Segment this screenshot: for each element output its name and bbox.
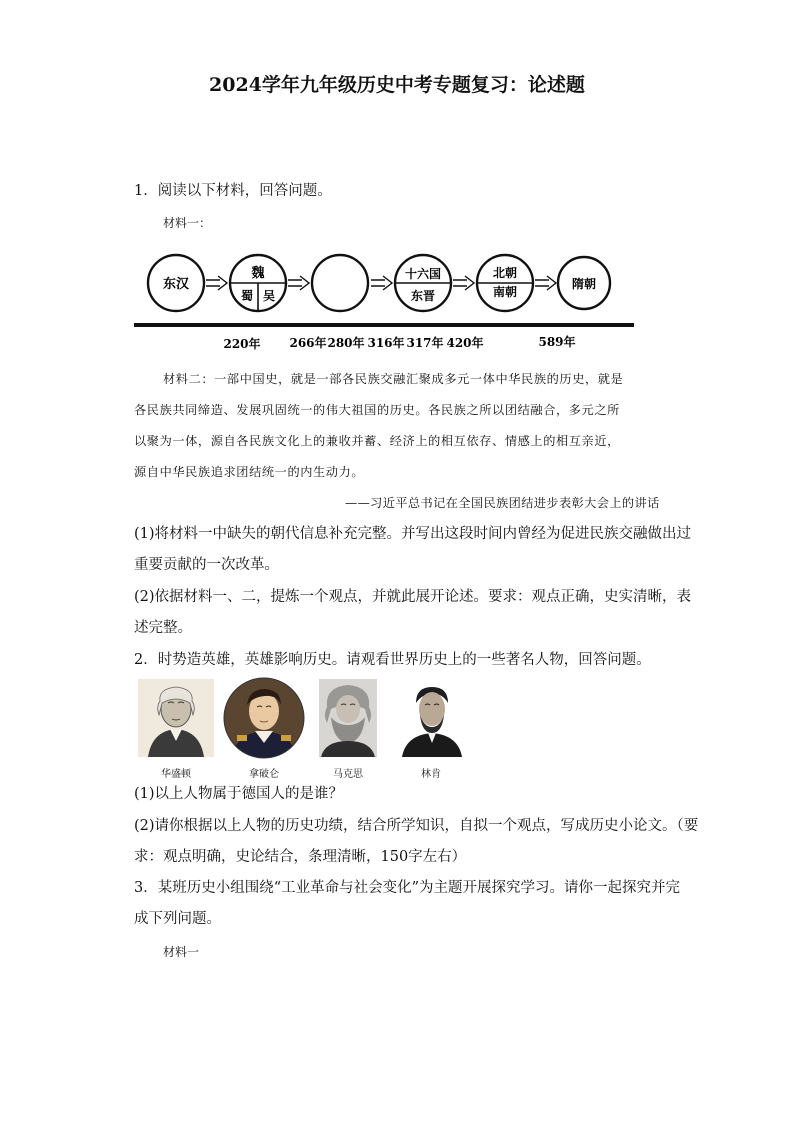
portrait-caption: 华盛顿	[161, 769, 191, 780]
timeline-arrow	[535, 276, 556, 290]
timeline-arrow	[206, 276, 227, 290]
q3-material1-label: 材料一	[163, 945, 200, 959]
q1-source: ——习近平总书记在全国民族团结进步表彰大会上的讲话	[345, 496, 660, 510]
q1-material2-line: 源自中华民族追求团结统一的内生动力。	[134, 465, 365, 479]
portrait-caption: 林肯	[421, 769, 441, 780]
node-label: 隋朝	[571, 277, 597, 291]
node-label-wu: 吴	[262, 289, 276, 303]
year-280: 280年	[327, 336, 365, 350]
year-317: 317年	[406, 336, 444, 350]
dynasty-timeline	[130, 240, 650, 360]
node-label-wei: 魏	[251, 266, 265, 281]
node-label-top: 北朝	[492, 266, 518, 280]
q3-stem-line: 成下列问题。	[134, 911, 221, 927]
year-589: 589年	[538, 335, 576, 349]
q1-sub1-line: 重要贡献的一次改革。	[134, 557, 279, 573]
node-label: 东汉	[162, 277, 190, 292]
q1-sub2-line: 述完整。	[134, 620, 192, 636]
portrait-caption: 马克思	[333, 769, 363, 780]
q3-stem-line: 3．某班历史小组围绕“工业革命与社会变化”为主题开展探究学习。请你一起探究并完	[134, 880, 681, 896]
year-316: 316年	[367, 336, 405, 350]
portrait-marx	[319, 679, 377, 757]
q2-sub2-line: 求：观点明确，史论结合，条理清晰，150字左右）	[134, 849, 467, 865]
q1-material1-label: 材料一：	[163, 216, 212, 230]
portrait-washington	[138, 679, 214, 757]
portrait-napoleon	[223, 677, 305, 759]
q1-sub2-line: (2)依据材料一、二，提炼一个观点，并就此展开论述。要求：观点正确，史实清晰，表	[134, 589, 692, 605]
node-label-shu: 蜀	[240, 289, 254, 303]
q1-material2-line: 以聚为一体，源自各民族文化上的兼收并蓄、经济上的相互依存、情感上的相互亲近，	[134, 434, 620, 448]
q1-material2-line: 材料二：一部中国史，就是一部各民族交融汇聚成多元一体中华民族的历史，就是	[163, 372, 624, 386]
timeline-arrow	[453, 276, 474, 290]
timeline-axis	[134, 323, 634, 327]
timeline-node-empty	[312, 255, 368, 311]
q1-stem: 1．阅读以下材料，回答问题。	[134, 183, 332, 199]
portrait-lincoln	[398, 679, 466, 757]
portrait-caption: 拿破仑	[249, 769, 279, 780]
node-label-bottom: 南朝	[492, 285, 518, 299]
timeline-arrow	[288, 276, 309, 290]
year-266: 266年	[289, 336, 327, 350]
timeline-node-donghan	[148, 255, 204, 311]
page-title: 2024学年九年级历史中考专题复习：论述题	[209, 74, 585, 96]
q2-stem: 2．时势造英雄，英雄影响历史。请观看世界历史上的一些著名人物，回答问题。	[134, 652, 651, 668]
timeline-node-sixteen-kingdoms	[395, 255, 451, 311]
q2-sub1: (1)以上人物属于德国人的是谁？	[134, 786, 344, 802]
year-220: 220年	[223, 337, 261, 351]
q1-material2-line: 各民族共同缔造、发展巩固统一的伟大祖国的历史。各民族之所以团结融合，多元之所	[134, 403, 620, 417]
timeline-node-three-kingdoms	[230, 255, 286, 311]
timeline-node-sui	[558, 257, 610, 309]
timeline-arrow	[371, 276, 392, 290]
node-label-top: 十六国	[404, 267, 442, 281]
year-420: 420年	[446, 336, 484, 350]
timeline-node-northern-southern	[477, 255, 533, 311]
q2-sub2-line: (2)请你根据以上人物的历史功绩，结合所学知识，自拟一个观点，写成历史小论文。（要	[134, 818, 699, 834]
node-label-bottom: 东晋	[410, 289, 436, 303]
q1-sub1-line: (1)将材料一中缺失的朝代信息补充完整。并写出这段时间内曾经为促进民族交融做出过	[134, 526, 692, 542]
